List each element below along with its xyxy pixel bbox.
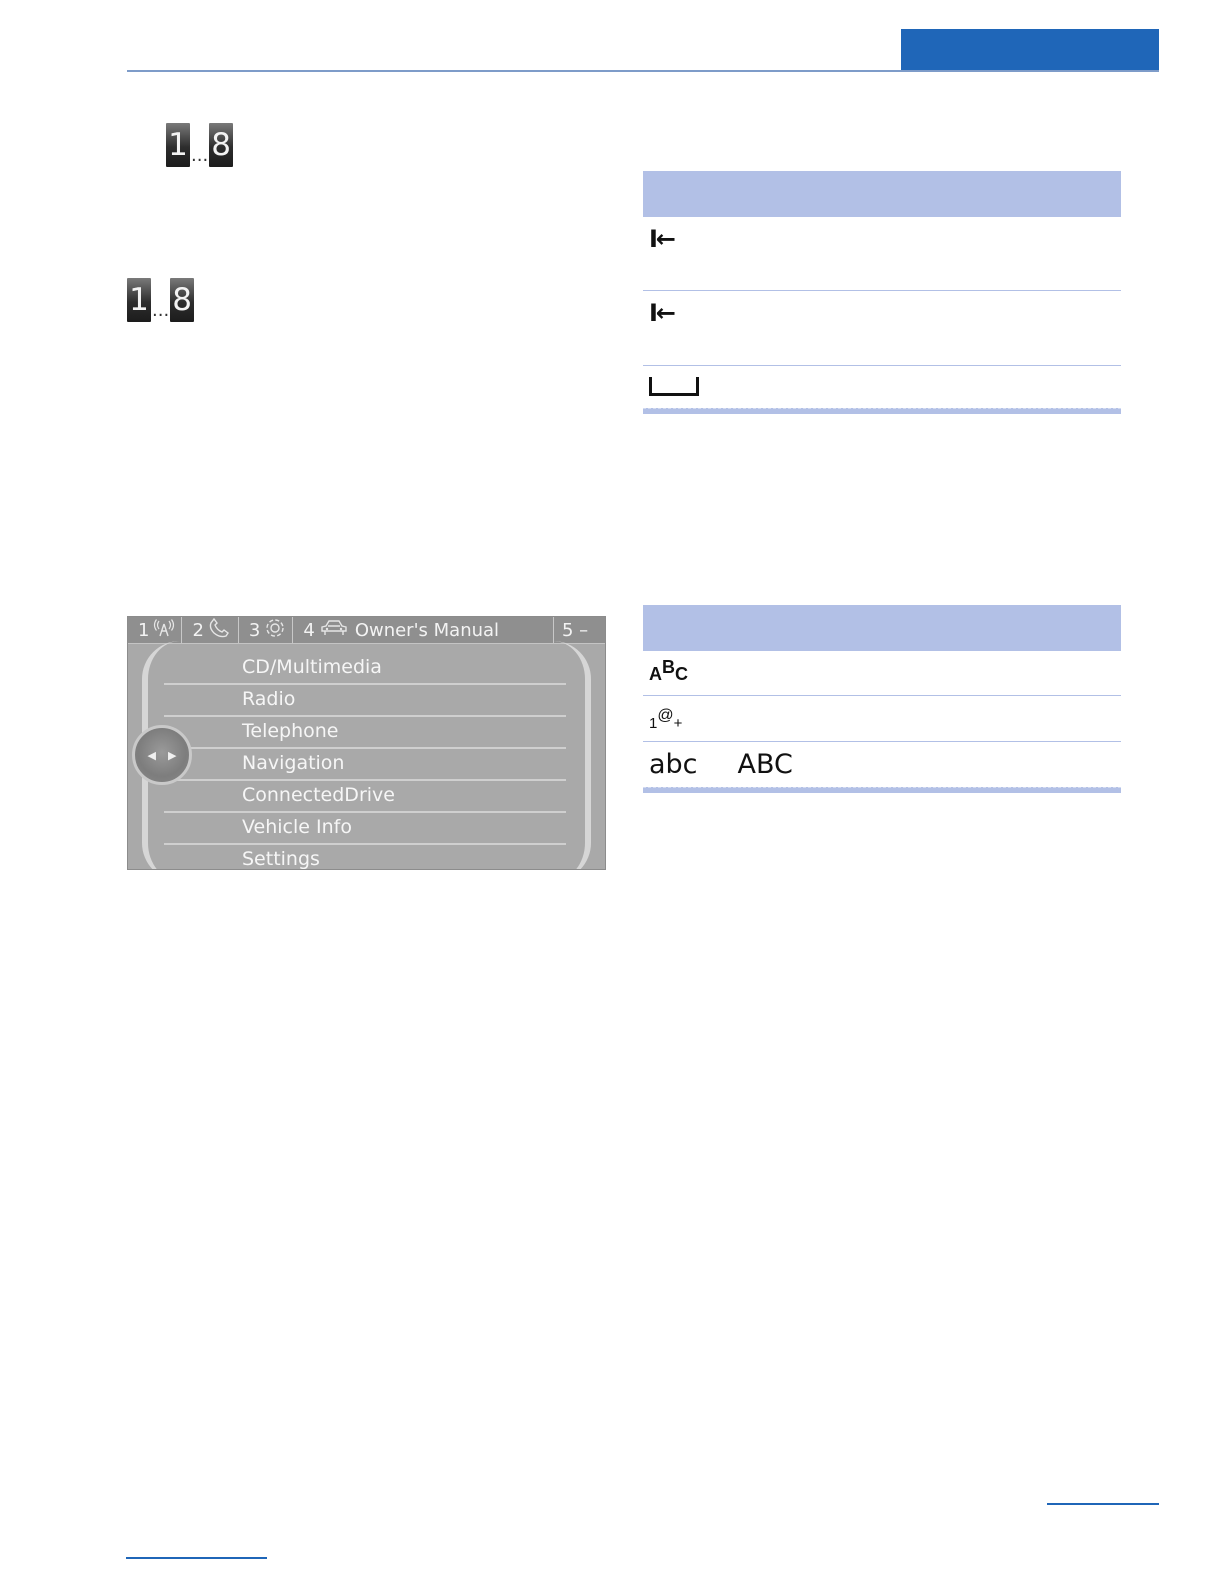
- uppercase-label: ABC: [737, 749, 793, 780]
- phone-icon: [208, 618, 232, 643]
- preset-key-first: 1: [127, 278, 151, 322]
- table-footer: [643, 408, 1121, 414]
- menu-item-navigation[interactable]: Navigation: [164, 749, 566, 781]
- symbols-table-1: [643, 171, 1121, 414]
- table-row: [643, 291, 1121, 366]
- controller-knob[interactable]: [132, 725, 192, 785]
- preset-keys-left: [127, 278, 194, 322]
- table-header: [643, 605, 1121, 651]
- preset-keys-top: [166, 123, 233, 167]
- table-footer: [643, 787, 1121, 793]
- tab-title: Owner's Manual: [354, 619, 500, 641]
- menu-item-telephone[interactable]: Telephone: [164, 717, 566, 749]
- table-row: [643, 217, 1121, 291]
- menu-item-settings[interactable]: Settings: [164, 845, 566, 870]
- menu-item-cd-multimedia[interactable]: CD/Multimedia: [164, 653, 566, 685]
- preset-key-last: 8: [170, 278, 194, 322]
- page-link-right[interactable]: [1047, 1503, 1159, 1505]
- digits-symbols-icon: 1@+: [649, 707, 683, 732]
- car-icon: [319, 618, 349, 643]
- menu-item-connecteddrive[interactable]: ConnectedDrive: [164, 781, 566, 813]
- menu-item-radio[interactable]: Radio: [164, 685, 566, 717]
- tab-bar: [128, 617, 605, 644]
- case-toggle-icon: [649, 751, 793, 778]
- delete-letter-icon: I←: [649, 225, 675, 253]
- tab-1[interactable]: 1: [128, 617, 182, 643]
- lowercase-label: abc: [649, 749, 698, 780]
- gear-icon: [264, 617, 286, 644]
- symbols-table-2: [643, 605, 1121, 793]
- table-row: [643, 651, 1121, 696]
- tab-2[interactable]: 2: [182, 617, 238, 643]
- header-rule: [127, 70, 1159, 72]
- letters-icon: ABC: [649, 657, 688, 684]
- chapter-tab: [901, 29, 1159, 71]
- table-row: [643, 366, 1121, 408]
- space-icon: [649, 377, 699, 396]
- antenna-icon: [153, 619, 175, 642]
- page-link-left[interactable]: [126, 1557, 267, 1559]
- preset-dots: ...: [152, 300, 170, 321]
- control-display-screenshot: [127, 616, 606, 870]
- preset-dots: ...: [191, 145, 209, 166]
- preset-key-first: 1: [166, 123, 190, 167]
- main-menu: [164, 653, 566, 870]
- arrow-right-icon: ▶: [168, 748, 177, 762]
- menu-item-vehicle-info[interactable]: Vehicle Info: [164, 813, 566, 845]
- tab-5[interactable]: 5 –: [553, 617, 605, 643]
- preset-key-last: 8: [209, 123, 233, 167]
- delete-letter-icon: I←: [649, 299, 675, 327]
- table-header: [643, 171, 1121, 217]
- arrow-left-icon: ◀: [147, 748, 156, 762]
- tab-4[interactable]: 4 Owner's Manual: [303, 619, 500, 641]
- table-row: [643, 696, 1121, 742]
- table-row: [643, 742, 1121, 787]
- tab-3[interactable]: 3: [239, 617, 293, 643]
